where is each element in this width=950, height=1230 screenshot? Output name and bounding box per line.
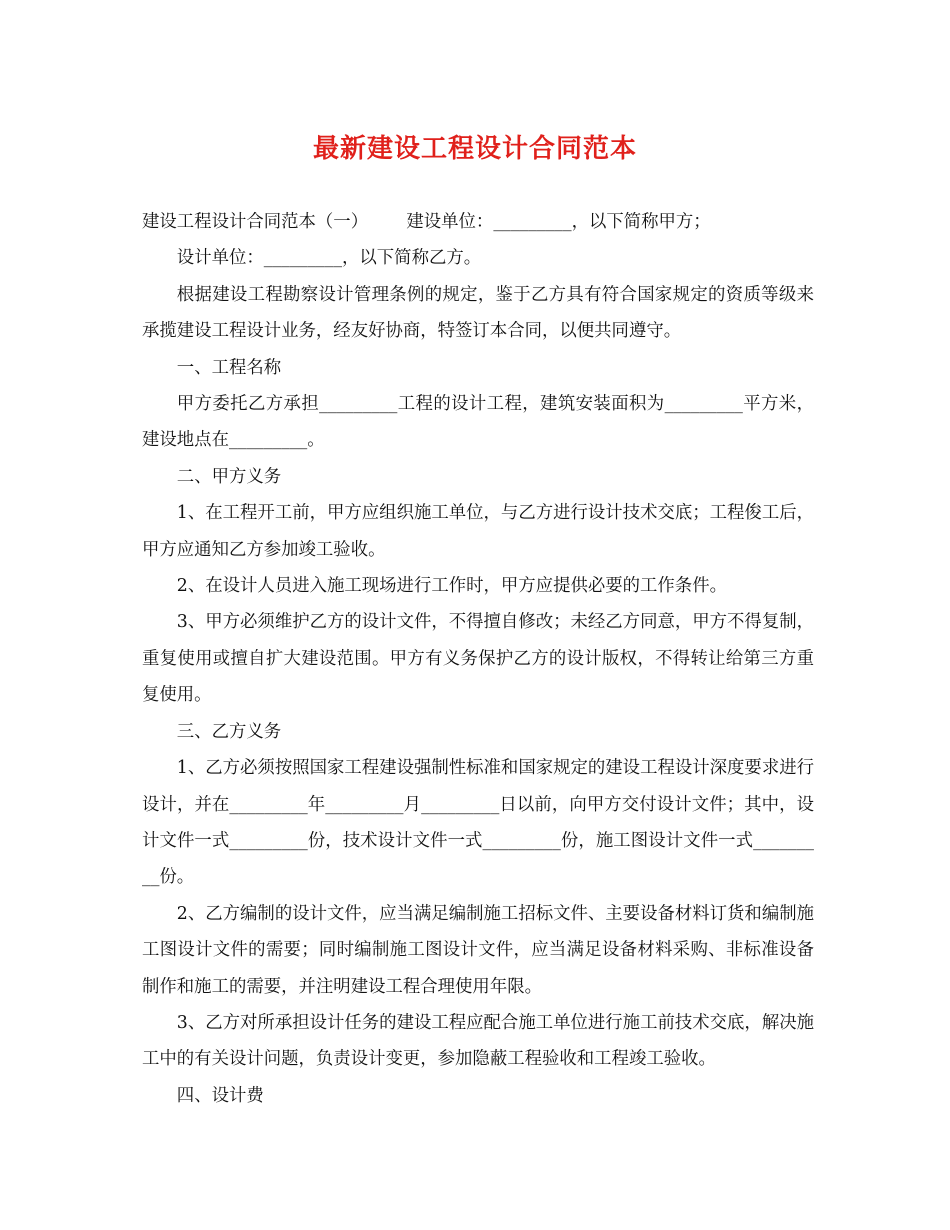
party-a-duty-3: 3、甲方必须维护乙方的设计文件，不得擅自修改；未经乙方同意，甲方不得复制，重复使用或擅自扩大建设范围。甲方有义务保护乙方的设计版权，不得转让给第三方重复使用。 <box>142 612 814 706</box>
section-heading-project-name: 一、工程名称 <box>176 357 282 378</box>
party-b-line: 设计单位：_________，以下简称乙方。 <box>176 248 482 269</box>
party-b-duty-1: 1、乙方必须按照国家工程建设强制性标准和国家规定的建设工程设计深度要求进行设计，并在_________年_________月_________日以前，向甲方交付设计文件；其中，设计文件一式_________份，技术设计文件一式_________份，施工图设计文件一式_________份。 <box>142 758 814 888</box>
section-heading-design-fee: 四、设计费 <box>176 1085 264 1106</box>
document-title: 最新建设工程设计合同范本 <box>312 134 637 164</box>
project-name-paragraph: 甲方委托乙方承担_________工程的设计工程，建筑安装面积为_________平方米，建设地点在_________。 <box>142 394 814 451</box>
document-body <box>142 204 814 1114</box>
opening-line <box>142 204 814 240</box>
section-heading-party-a-duties: 二、甲方义务 <box>176 466 282 487</box>
party-b-duty-2: 2、乙方编制的设计文件，应当满足编制施工招标文件、主要设备材料订货和编制施工图设计文件的需要；同时编制施工图设计文件，应当满足设备材料采购、非标准设备制作和施工的需要，并注明建设工程合理使用年限。 <box>142 903 814 997</box>
party-a-duty-2: 2、在设计人员进入施工现场进行工作时，甲方应提供必要的工作条件。 <box>176 576 727 597</box>
section-heading-party-b-duties: 三、乙方义务 <box>176 721 282 742</box>
party-b-duty-3: 3、乙方对所承担设计任务的建设工程应配合施工单位进行施工前技术交底，解决施工中的有关设计问题，负责设计变更，参加隐蔽工程验收和工程竣工验收。 <box>142 1012 814 1070</box>
contract-heading: 建设工程设计合同范本（一） <box>142 212 369 232</box>
party-a-line: 建设单位：_________，以下简称甲方； <box>406 212 711 232</box>
preamble-paragraph: 根据建设工程勘察设计管理条例的规定，鉴于乙方具有符合国家规定的资质等级来承揽建设工程设计业务，经友好协商，特签订本合同，以便共同遵守。 <box>142 284 814 342</box>
party-a-duty-1: 1、在工程开工前，甲方应组织施工单位，与乙方进行设计技术交底；工程俊工后，甲方应通知乙方参加竣工验收。 <box>142 503 814 560</box>
